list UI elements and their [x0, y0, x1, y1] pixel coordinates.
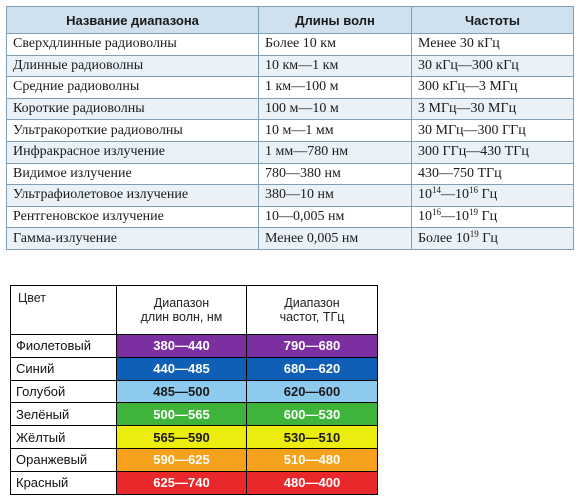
- range-frequency: [412, 206, 574, 228]
- range-frequency: 30 МГц—300 ГГц: [412, 120, 574, 142]
- ranges-header-row: [7, 7, 574, 34]
- range-wavelength: Более 10 км: [259, 34, 412, 56]
- freq-base: 10: [418, 187, 432, 203]
- table-row: [7, 55, 574, 77]
- table-row: [7, 141, 574, 163]
- colors-header-row: [11, 286, 378, 335]
- color-wavelength: 565—590: [117, 426, 247, 449]
- color-wavelength: 485—500: [117, 380, 247, 403]
- freq-unit: Гц: [478, 209, 498, 225]
- header-color: Цвет: [11, 286, 117, 335]
- color-frequency: 680—620: [247, 357, 378, 380]
- header-line: длин волн, нм: [140, 310, 223, 324]
- color-wavelength: 380—440: [117, 335, 247, 358]
- header-line: Диапазон: [153, 296, 210, 310]
- freq-unit: Гц: [478, 230, 498, 246]
- range-wavelength: 1 мм—780 нм: [259, 141, 412, 163]
- range-name: Гамма-излучение: [7, 228, 259, 250]
- color-frequency: 620—600: [247, 380, 378, 403]
- color-name: Синий: [11, 357, 117, 380]
- freq-exponent: 16: [469, 185, 478, 196]
- freq-base: 10: [455, 187, 469, 203]
- range-name: Видимое излучение: [7, 163, 259, 185]
- header-wavelength-range: [117, 286, 247, 335]
- freq-base: 10: [455, 209, 469, 225]
- range-name: Ультрафиолетовое излучение: [7, 185, 259, 207]
- color-name: Жёлтый: [11, 426, 117, 449]
- range-name: Инфракрасное излучение: [7, 141, 259, 163]
- range-wavelength: 1 км—100 м: [259, 77, 412, 99]
- range-wavelength: 380—10 нм: [259, 185, 412, 207]
- range-frequency: [412, 228, 574, 250]
- table-row: [7, 77, 574, 99]
- table-row: [7, 228, 574, 250]
- range-wavelength: Менее 0,005 нм: [259, 228, 412, 250]
- freq-exponent: 16: [432, 207, 441, 218]
- table-row: [11, 380, 378, 403]
- freq-exponent: 14: [432, 185, 441, 196]
- table-row: [11, 335, 378, 358]
- table-row: [7, 120, 574, 142]
- visible-colors-table: [10, 285, 378, 495]
- color-name: Зелёный: [11, 403, 117, 426]
- header-wavelength: Длины волн: [259, 7, 412, 34]
- table-row: [11, 471, 378, 494]
- freq-base: 10: [418, 209, 432, 225]
- header-line: частот, ТГц: [279, 310, 345, 324]
- table-row: [7, 185, 574, 207]
- table-row: [11, 426, 378, 449]
- color-wavelength: 440—485: [117, 357, 247, 380]
- range-name: Ультракороткие радиоволны: [7, 120, 259, 142]
- header-range-name: Название диапазона: [7, 7, 259, 34]
- color-frequency: 480—400: [247, 471, 378, 494]
- color-wavelength: 625—740: [117, 471, 247, 494]
- header-frequency-range: [247, 286, 378, 335]
- table-row: [7, 206, 574, 228]
- table-row: [7, 163, 574, 185]
- range-frequency: 300 ГГц—430 ТГц: [412, 141, 574, 163]
- color-name: Оранжевый: [11, 448, 117, 471]
- em-spectrum-ranges-table: [6, 6, 574, 250]
- range-name: Короткие радиоволны: [7, 98, 259, 120]
- color-name: Фиолетовый: [11, 335, 117, 358]
- table-row: [11, 403, 378, 426]
- freq-separator: —: [441, 209, 455, 225]
- color-wavelength: 590—625: [117, 448, 247, 471]
- range-name: Длинные радиоволны: [7, 55, 259, 77]
- table-row: [11, 357, 378, 380]
- range-wavelength: 100 м—10 м: [259, 98, 412, 120]
- color-name: Голубой: [11, 380, 117, 403]
- header-line: Диапазон: [284, 296, 340, 310]
- freq-unit: Гц: [478, 187, 498, 203]
- color-frequency: 600—530: [247, 403, 378, 426]
- range-frequency: 300 кГц—3 МГц: [412, 77, 574, 99]
- freq-prefix: Более 10: [418, 230, 470, 246]
- range-wavelength: 10 км—1 км: [259, 55, 412, 77]
- freq-exponent: 19: [469, 228, 479, 239]
- range-wavelength: 10 м—1 мм: [259, 120, 412, 142]
- header-frequency: Частоты: [412, 7, 574, 34]
- range-name: Рентгеновское излучение: [7, 206, 259, 228]
- range-name: Средние радиоволны: [7, 77, 259, 99]
- freq-separator: —: [441, 187, 455, 203]
- color-frequency: 510—480: [247, 448, 378, 471]
- range-wavelength: 780—380 нм: [259, 163, 412, 185]
- range-frequency: Менее 30 кГц: [412, 34, 574, 56]
- range-frequency: 30 кГц—300 кГц: [412, 55, 574, 77]
- range-name: Сверхдлинные радиоволны: [7, 34, 259, 56]
- table-row: [11, 448, 378, 471]
- color-frequency: 530—510: [247, 426, 378, 449]
- table-row: [7, 34, 574, 56]
- color-name: Красный: [11, 471, 117, 494]
- freq-exponent: 19: [469, 207, 478, 218]
- color-wavelength: 500—565: [117, 403, 247, 426]
- range-frequency: [412, 185, 574, 207]
- range-frequency: 3 МГц—30 МГц: [412, 98, 574, 120]
- table-row: [7, 98, 574, 120]
- range-wavelength: 10—0,005 нм: [259, 206, 412, 228]
- range-frequency: 430—750 ТГц: [412, 163, 574, 185]
- color-frequency: 790—680: [247, 335, 378, 358]
